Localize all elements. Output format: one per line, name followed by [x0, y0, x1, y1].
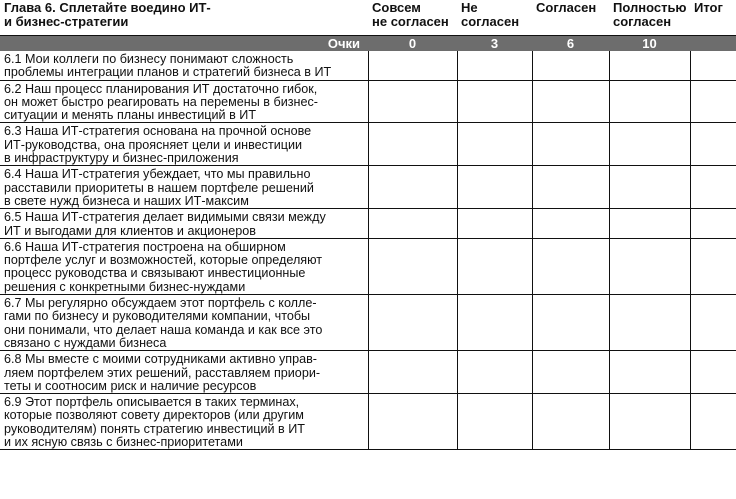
- answer-cell-agree[interactable]: [532, 166, 609, 209]
- question-text-line: ИТ-руководства, она проясняет цели и инвестиции: [4, 137, 303, 152]
- question-text-line: в инфраструктуру и бизнес-приложения: [4, 151, 239, 166]
- answer-cell-disagree[interactable]: [457, 51, 532, 80]
- question-text: [0, 295, 368, 351]
- answer-cell-strongly-disagree[interactable]: [368, 238, 457, 294]
- question-text-line: ляем портфелем этих решений, расставляем приори-: [4, 365, 321, 380]
- column-header-line-2: согласен: [461, 14, 520, 29]
- answer-cell-strongly-disagree[interactable]: [368, 123, 457, 166]
- answer-cell-agree[interactable]: [532, 209, 609, 239]
- answer-cell-disagree[interactable]: [457, 209, 532, 239]
- column-header-agree: [532, 0, 609, 36]
- answer-cell-strongly-agree[interactable]: [609, 80, 690, 123]
- answer-cell-total[interactable]: [690, 209, 736, 239]
- question-text-line: и их ясную связь с бизнес-приоритетами: [4, 435, 243, 450]
- answer-cell-strongly-agree[interactable]: [609, 295, 690, 351]
- answer-cell-strongly-agree[interactable]: [609, 238, 690, 294]
- column-header-total: [690, 0, 736, 36]
- answer-cell-agree[interactable]: [532, 123, 609, 166]
- question-text-line: 6.4 Наша ИТ-стратегия убеждает, что мы правильно: [4, 167, 311, 182]
- answer-cell-disagree[interactable]: [457, 123, 532, 166]
- score-label: Очки: [0, 36, 368, 52]
- chapter-title-line-1: Глава 6. Сплетайте воедино ИТ-: [4, 0, 211, 15]
- question-text-line: расставили приоритеты в нашем портфеле решений: [4, 180, 314, 195]
- answer-cell-strongly-disagree[interactable]: [368, 166, 457, 209]
- answer-cell-agree[interactable]: [532, 80, 609, 123]
- column-header-line-1: Не: [461, 0, 478, 15]
- question-text: [0, 166, 368, 209]
- answer-cell-agree[interactable]: [532, 351, 609, 394]
- answer-cell-strongly-disagree[interactable]: [368, 80, 457, 123]
- column-header-strongly-disagree: [368, 0, 457, 36]
- answer-cell-total[interactable]: [690, 166, 736, 209]
- answer-cell-strongly-disagree[interactable]: [368, 394, 457, 450]
- answer-cell-total[interactable]: [690, 295, 736, 351]
- answer-cell-disagree[interactable]: [457, 295, 532, 351]
- column-header-line-1: Согласен: [536, 0, 597, 15]
- answer-cell-agree[interactable]: [532, 51, 609, 80]
- question-text: [0, 209, 368, 239]
- question-text: [0, 80, 368, 123]
- score-value-strongly-agree: 10: [609, 36, 690, 52]
- answer-cell-agree[interactable]: [532, 394, 609, 450]
- answer-cell-strongly-disagree[interactable]: [368, 295, 457, 351]
- answer-cell-strongly-disagree[interactable]: [368, 51, 457, 80]
- question-text: [0, 351, 368, 394]
- question-row: [0, 295, 736, 351]
- answer-cell-strongly-agree[interactable]: [609, 123, 690, 166]
- question-text-line: решения с конкретными бизнес-нуждами: [4, 279, 246, 294]
- question-text-line: связано с нуждами бизнеса: [4, 335, 167, 350]
- question-row: [0, 394, 736, 450]
- question-row: [0, 351, 736, 394]
- question-row: [0, 238, 736, 294]
- question-text: [0, 51, 368, 80]
- answer-cell-agree[interactable]: [532, 295, 609, 351]
- question-text-line: процесс руководства и связывают инвестиционные: [4, 266, 306, 281]
- question-text: [0, 394, 368, 450]
- question-text-line: портфеле услуг и возможностей, которые определяют: [4, 253, 323, 268]
- question-row: [0, 209, 736, 239]
- question-text-line: теты и соотносим риск и наличие ресурсов: [4, 378, 257, 393]
- answer-cell-disagree[interactable]: [457, 394, 532, 450]
- question-text-line: проблемы интеграции планов и стратегий бизнеса в ИТ: [4, 65, 332, 80]
- column-header-strongly-agree: [609, 0, 690, 36]
- column-header-line-1: Полностью: [613, 0, 687, 15]
- question-row: [0, 123, 736, 166]
- chapter-title: [0, 0, 368, 36]
- answer-cell-strongly-agree[interactable]: [609, 166, 690, 209]
- column-header-line-1: Совсем: [372, 0, 421, 15]
- question-text-line: 6.1 Мои коллеги по бизнесу понимают сложность: [4, 52, 294, 66]
- answer-cell-total[interactable]: [690, 51, 736, 80]
- answer-cell-strongly-agree[interactable]: [609, 209, 690, 239]
- question-row: [0, 51, 736, 80]
- answer-cell-disagree[interactable]: [457, 80, 532, 123]
- column-header-line-1: Итог: [694, 0, 723, 15]
- question-text-line: они понимали, что делает наша команда и как все это: [4, 322, 323, 337]
- answer-cell-strongly-agree[interactable]: [609, 394, 690, 450]
- question-text-line: в свете нужд бизнеса и наших ИТ-максим: [4, 193, 249, 208]
- question-list: [0, 51, 736, 450]
- answer-cell-strongly-disagree[interactable]: [368, 351, 457, 394]
- question-text-line: ИТ и выгодами для клиентов и акционеров: [4, 223, 256, 238]
- question-text-line: 6.2 Наш процесс планирования ИТ достаточно гибок,: [4, 81, 318, 96]
- question-row: [0, 166, 736, 209]
- question-text-line: гами по бизнесу и руководителями компании, чтобы: [4, 309, 311, 324]
- question-row: [0, 80, 736, 123]
- answer-cell-total[interactable]: [690, 238, 736, 294]
- question-text-line: 6.7 Мы регулярно обсуждаем этот портфель с колле-: [4, 296, 317, 311]
- score-value-strongly-disagree: 0: [368, 36, 457, 52]
- answer-cell-total[interactable]: [690, 394, 736, 450]
- question-text-line: 6.5 Наша ИТ-стратегия делает видимыми связи между: [4, 210, 326, 225]
- score-value-disagree: 3: [457, 36, 532, 52]
- score-value-agree: 6: [532, 36, 609, 52]
- column-header-line-2: не согласен: [372, 14, 449, 29]
- answer-cell-strongly-disagree[interactable]: [368, 209, 457, 239]
- answer-cell-strongly-agree[interactable]: [609, 51, 690, 80]
- question-text-line: 6.6 Наша ИТ-стратегия построена на обширном: [4, 239, 286, 254]
- answer-cell-total[interactable]: [690, 351, 736, 394]
- column-header-disagree: [457, 0, 532, 36]
- question-text-line: 6.9 Этот портфель описывается в таких терминах,: [4, 395, 300, 410]
- question-text-line: которые позволяют совету директоров (или другим: [4, 408, 304, 423]
- answer-cell-total[interactable]: [690, 123, 736, 166]
- score-value-total: [690, 36, 736, 52]
- question-text: [0, 123, 368, 166]
- column-header-line-2: согласен: [613, 14, 672, 29]
- answer-cell-total[interactable]: [690, 80, 736, 123]
- question-text-line: 6.3 Наша ИТ-стратегия основана на прочной основе: [4, 124, 312, 139]
- answer-cell-disagree[interactable]: [457, 238, 532, 294]
- score-row: [0, 36, 736, 52]
- answer-cell-agree[interactable]: [532, 238, 609, 294]
- question-text-line: руководителям) понять стратегию инвестиций в ИТ: [4, 421, 305, 436]
- question-text-line: он может быстро реагировать на перемены в бизнес-: [4, 94, 318, 109]
- answer-cell-disagree[interactable]: [457, 351, 532, 394]
- answer-cell-disagree[interactable]: [457, 166, 532, 209]
- question-text-line: 6.8 Мы вместе с моими сотрудниками активно управ-: [4, 352, 317, 367]
- answer-cell-strongly-agree[interactable]: [609, 351, 690, 394]
- chapter-title-line-2: и бизнес-стратегии: [4, 14, 129, 29]
- header-row: [0, 0, 736, 36]
- question-text: [0, 238, 368, 294]
- question-text-line: ситуации и менять планы инвестиций в ИТ: [4, 108, 257, 123]
